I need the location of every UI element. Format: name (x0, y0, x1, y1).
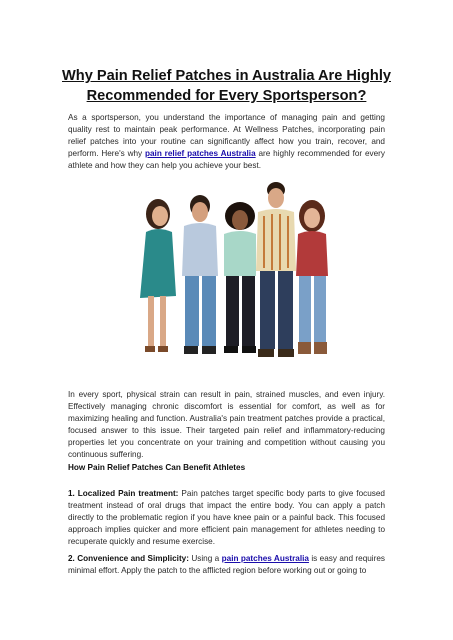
point-2-text-after: is easy and requires minimal effort. Apply the patch to the afflicted region before working out or going to (68, 554, 385, 575)
person-3 (224, 202, 256, 353)
athletes-group-photo (118, 176, 338, 376)
point-1-text: Pain patches target specific body parts to give focused treatment instead of oral drugs that impact the entire body. You can apply a patch directly to the problematic region if you have knee pain or a painful back. This focused approach implies quicker and more efficient pain management for athletes needing to recuperate quickly and resume exercise. (68, 489, 385, 546)
page-title (40, 66, 413, 106)
body-paragraph-2: In every sport, physical strain can result in pain, strained muscles, and even injury. Effectively managing chronic discomfort is essential for comfort, as well as for maximizing healing and function. Australia's pain treatment patches provide a practical, focused answer to this issue. Their targeted pain relief and inflammatory-reducing properties let you concentrate on your training and competition without causing you continuous suffering. (68, 390, 385, 459)
point-2-label: 2. Convenience and Simplicity: (68, 554, 189, 563)
intro-text-before: As a sportsperson, you understand the importance of managing pain and getting quality rest to maintain peak performance. At Wellness Patches, incorporating pain relief patches into your routine can significantly affect how you train, recover, and perform. Here's why (68, 113, 385, 158)
point-2-paragraph (68, 553, 385, 577)
person-5 (296, 200, 328, 354)
point-2-text-before: Using a (188, 554, 222, 563)
person-1 (140, 199, 176, 352)
person-4 (256, 182, 296, 357)
title-line-2: Recommended for Every Sportsperson? (86, 88, 367, 104)
intro-link[interactable]: pain relief patches Australia (145, 149, 256, 158)
point-1-label: 1. Localized Pain treatment: (68, 489, 179, 498)
point-1-paragraph (68, 488, 385, 548)
person-2 (182, 195, 218, 354)
point-2-link[interactable]: pain patches Australia (221, 554, 309, 563)
title-line-1: Why Pain Relief Patches in Australia Are Highly (62, 68, 391, 84)
intro-paragraph (68, 112, 385, 172)
section-heading: How Pain Relief Patches Can Benefit Athletes (68, 463, 246, 472)
intro-text-after: are highly recommended for every athlete and how they can help you achieve your best. (68, 149, 385, 170)
